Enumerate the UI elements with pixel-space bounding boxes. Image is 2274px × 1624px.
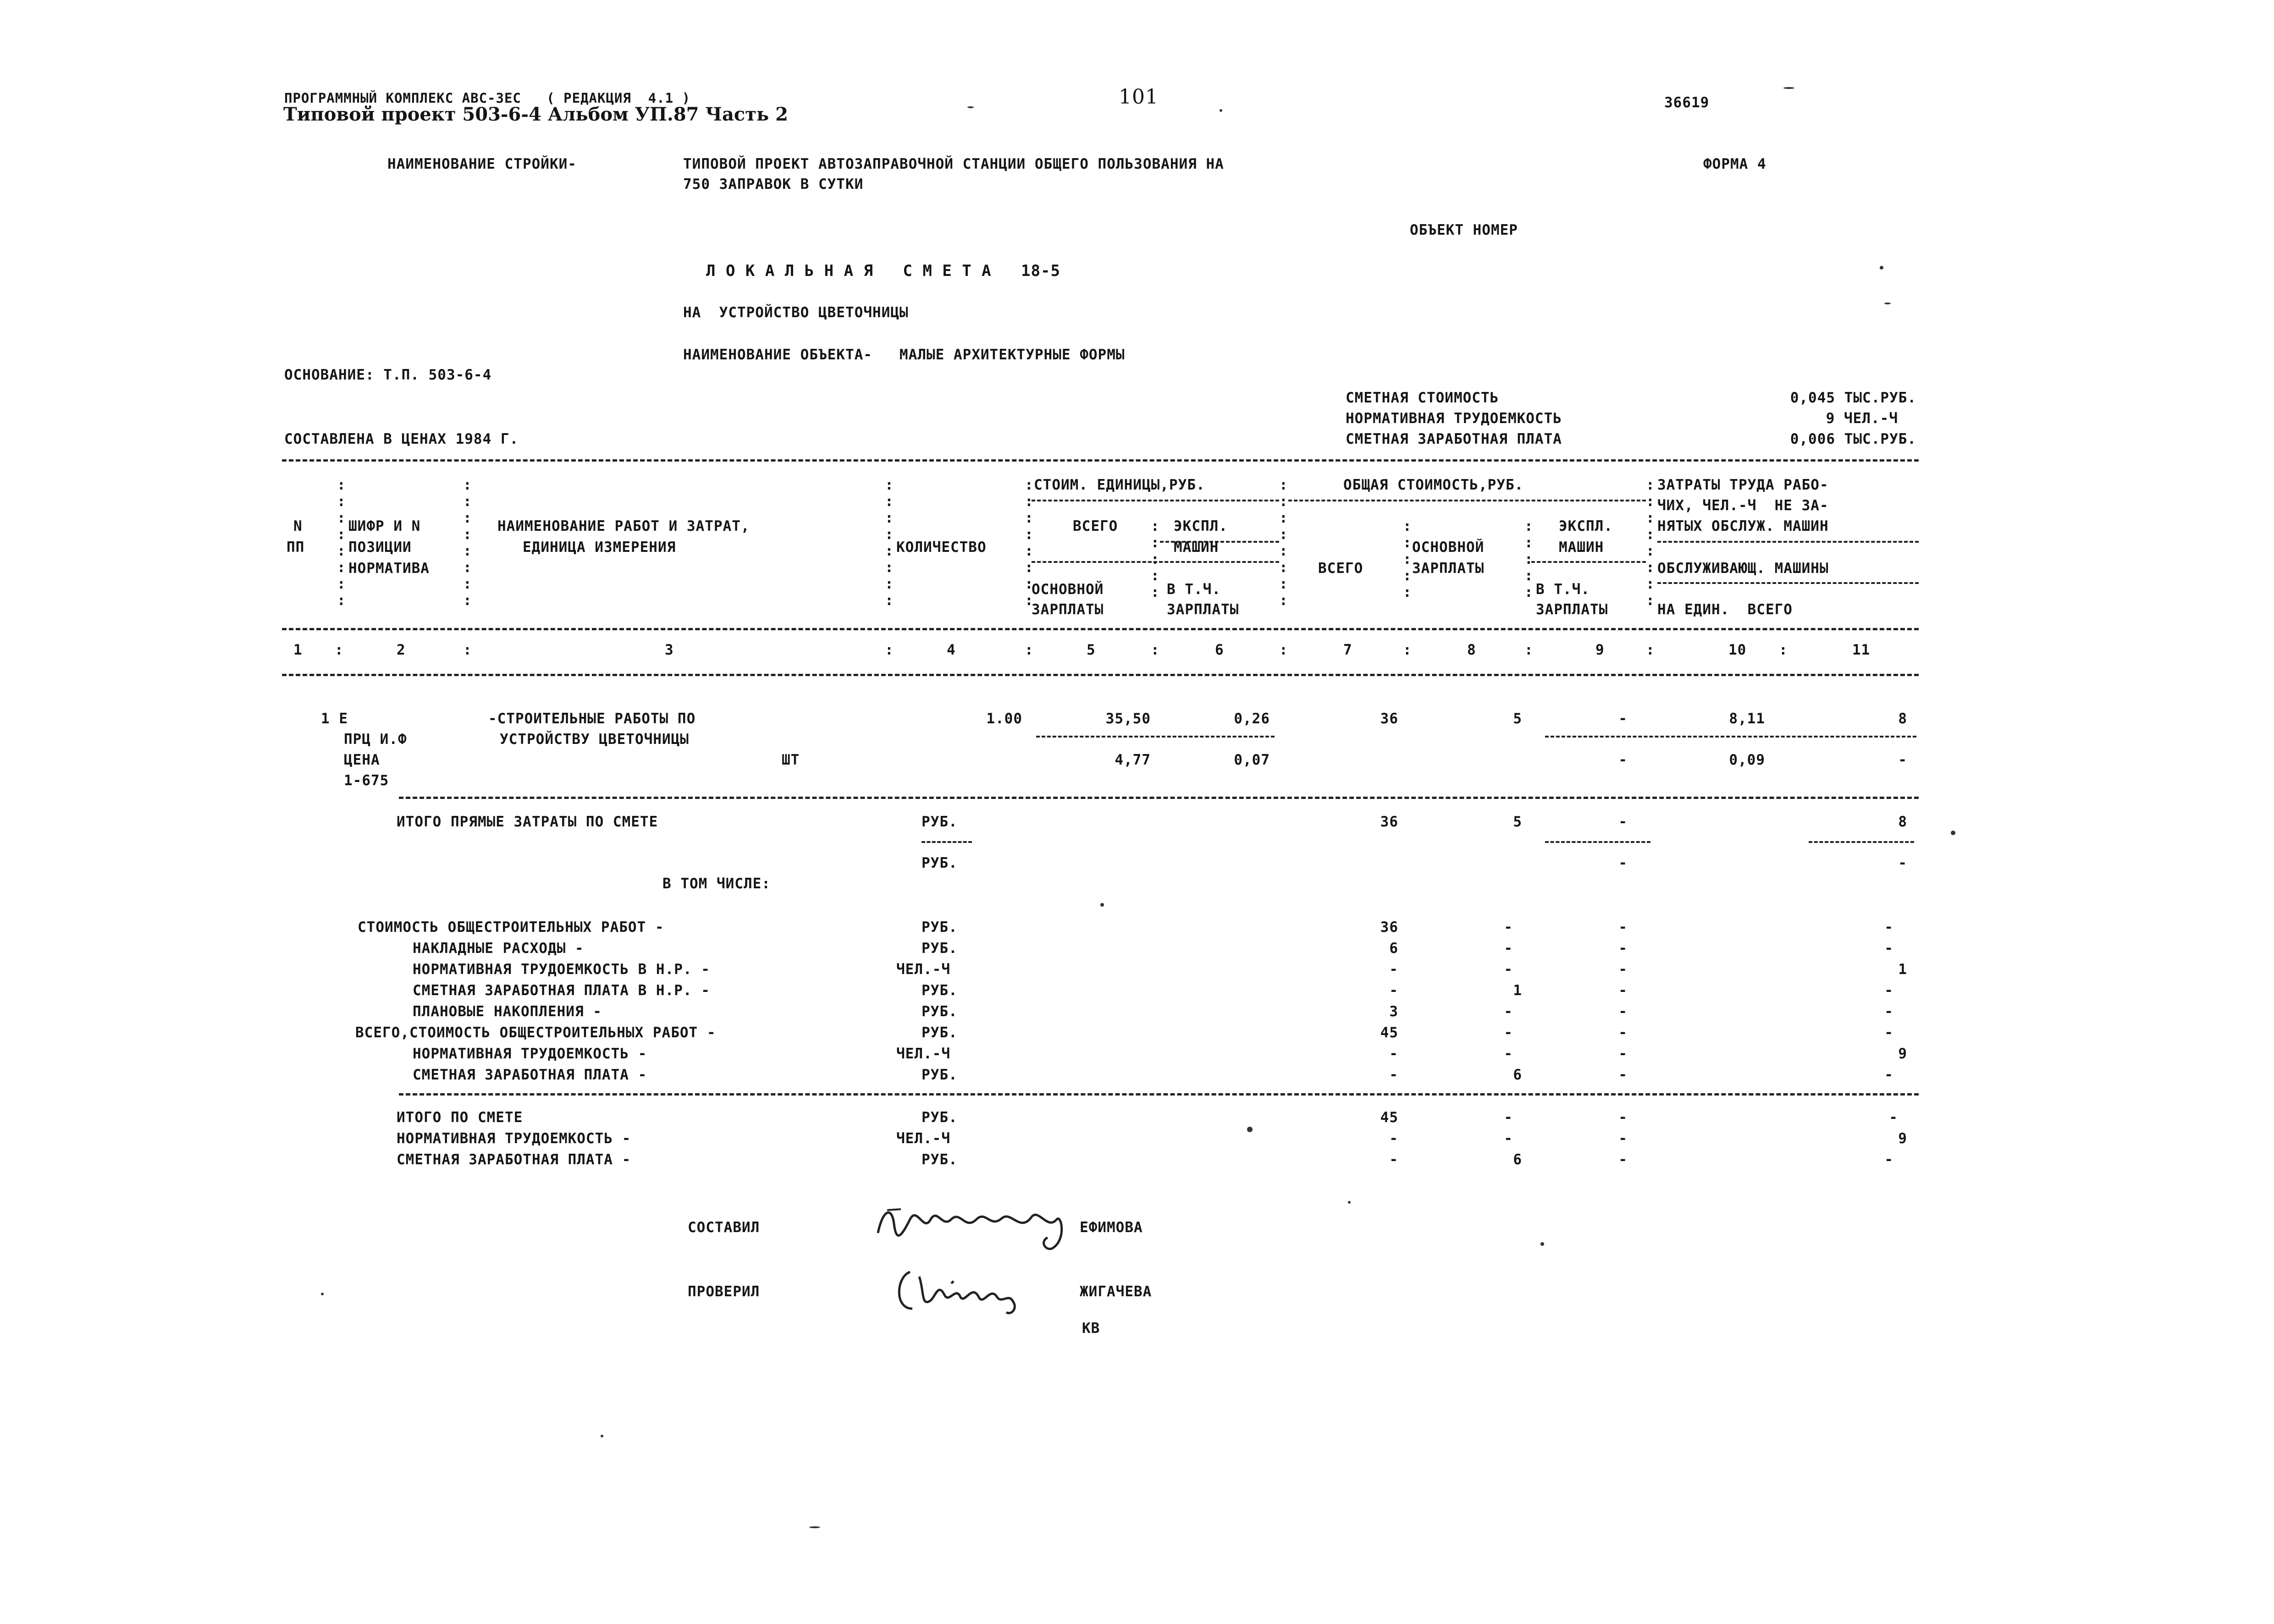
final-label: ИТОГО ПО СМЕТЕ xyxy=(397,1109,523,1126)
item-unit-mach: 0,26 xyxy=(1234,710,1270,727)
breakdown-base: - xyxy=(1504,919,1513,936)
breakdown-base: - xyxy=(1504,961,1513,978)
direct-label: ИТОГО ПРЯМЫЕ ЗАТРАТЫ ПО СМЕТЕ xyxy=(397,814,658,830)
breakdown-label: НОРМАТИВНАЯ ТРУДОЕМКОСТЬ В Н.Р. - xyxy=(413,961,710,978)
header-code-3: НОРМАТИВА xyxy=(348,560,430,577)
breakdown-unit: РУБ. xyxy=(922,940,958,957)
breakdown-mach: - xyxy=(1618,940,1628,957)
checked-name: ЖИГАЧЕВА xyxy=(1080,1283,1152,1300)
direct-subrule-2 xyxy=(1545,841,1650,843)
final-labor: 9 xyxy=(1898,1130,1907,1147)
breakdown-label: ВСЕГО,СТОИМОСТЬ ОБЩЕСТРОИТЕЛЬНЫХ РАБОТ - xyxy=(355,1024,716,1041)
direct-unit: РУБ. xyxy=(922,814,958,830)
breakdown-labor: 9 xyxy=(1898,1046,1907,1062)
header-code-1: ШИФР И N xyxy=(348,518,421,534)
breakdown-label: НОРМАТИВНАЯ ТРУДОЕМКОСТЬ - xyxy=(413,1046,647,1062)
breakdown-label: СМЕТНАЯ ЗАРАБОТНАЯ ПЛАТА - xyxy=(413,1067,647,1083)
header-labor-2: ЧИХ, ЧЕЛ.-Ч НЕ ЗА- xyxy=(1657,497,1829,514)
direct-mach: - xyxy=(1618,814,1628,830)
breakdown-base: - xyxy=(1504,1003,1513,1020)
final-mach: - xyxy=(1618,1151,1628,1168)
final-base: - xyxy=(1504,1130,1513,1147)
program-line: ПРОГРАММНЫЙ КОМПЛЕКС АВС-ЗЕС ( РЕДАКЦИЯ 4.1 ) xyxy=(284,90,691,106)
unit-cost-subrule xyxy=(1032,500,1279,501)
composed-label: СОСТАВИЛ xyxy=(688,1219,760,1236)
breakdown-total: - xyxy=(1389,1067,1398,1083)
breakdown-labor: - xyxy=(1884,919,1893,936)
header-name-1: НАИМЕНОВАНИЕ РАБОТ И ЗАТРАТ, xyxy=(497,518,750,534)
final-total: - xyxy=(1389,1151,1398,1168)
direct-subrule-3 xyxy=(1809,841,1914,843)
summary-labor-value: 9 ЧЕЛ.-Ч xyxy=(1826,410,1898,427)
breakdown-labor: - xyxy=(1884,940,1893,957)
checker-initials: КВ xyxy=(1082,1320,1100,1337)
item-total-rule xyxy=(1545,736,1916,738)
direct-unit-2: РУБ. xyxy=(922,855,958,871)
direct-subrule-1 xyxy=(922,841,972,843)
header-total-base-2: ЗАРПЛАТЫ xyxy=(1412,560,1485,577)
direct-labor: 8 xyxy=(1898,814,1907,830)
item-labor-total-2: - xyxy=(1898,752,1907,768)
header-total-cost: ОБЩАЯ СТОИМОСТЬ,РУБ. xyxy=(1343,477,1524,493)
construction-label: НАИМЕНОВАНИЕ СТРОЙКИ- xyxy=(387,156,577,172)
colnum: 10 xyxy=(1728,642,1747,658)
final-total: - xyxy=(1389,1130,1398,1147)
breakdown-unit: ЧЕЛ.-Ч xyxy=(896,1046,950,1062)
header-total-incl: В Т.Ч. xyxy=(1536,581,1590,598)
breakdown-mach: - xyxy=(1618,982,1628,999)
checker-signature xyxy=(892,1258,1043,1322)
table-colnum-rule xyxy=(282,674,1919,676)
item-total-mach: - xyxy=(1618,710,1628,727)
checked-label: ПРОВЕРИЛ xyxy=(688,1283,760,1300)
header-unit-base-2: ЗАРПЛАТЫ xyxy=(1032,601,1104,618)
item-total-mach-wage: - xyxy=(1618,752,1628,768)
breakdown-labor: - xyxy=(1884,1067,1893,1083)
final-labor: - xyxy=(1889,1109,1898,1126)
item-code-3: 1-675 xyxy=(344,772,389,789)
summary-cost-value: 0,045 ТЫС.РУБ. xyxy=(1790,390,1916,406)
item-labor-unit-2: 0,09 xyxy=(1729,752,1765,768)
summary-wage-value: 0,006 ТЫС.РУБ. xyxy=(1790,431,1916,447)
header-total-mach-1: ЭКСПЛ. xyxy=(1559,518,1613,534)
header-unit-incl: В Т.Ч. xyxy=(1167,581,1221,598)
item-labor-unit: 8,11 xyxy=(1729,710,1765,727)
typical-project: Типовой проект 503-6-4 Альбом УП.87 Часть 2 xyxy=(283,104,788,125)
header-total-wage: ЗАРПЛАТЫ xyxy=(1536,601,1608,618)
final-unit: РУБ. xyxy=(922,1109,958,1126)
breakdown-label: ПЛАНОВЫЕ НАКОПЛЕНИЯ - xyxy=(413,1003,602,1020)
summary-labor-label: НОРМАТИВНАЯ ТРУДОЕМКОСТЬ xyxy=(1346,410,1562,427)
prices-year: СОСТАВЛЕНА В ЦЕНАХ 1984 Г. xyxy=(284,431,519,447)
final-labor: - xyxy=(1884,1151,1893,1168)
object-name: НАИМЕНОВАНИЕ ОБЪЕКТА- МАЛЫЕ АРХИТЕКТУРНЫЕ ФОРМЫ xyxy=(683,347,1125,363)
object-number: ОБЪЕКТ НОМЕР xyxy=(1410,222,1518,238)
header-unit-all: ВСЕГО xyxy=(1073,518,1118,534)
breakdown-mach: - xyxy=(1618,1003,1628,1020)
item-labor-total: 8 xyxy=(1898,710,1907,727)
final-label: НОРМАТИВНАЯ ТРУДОЕМКОСТЬ - xyxy=(397,1130,631,1147)
breakdown-unit: РУБ. xyxy=(922,1003,958,1020)
header-qty: КОЛИЧЕСТВО xyxy=(896,539,987,556)
item-unit-mach-wage: 0,07 xyxy=(1234,752,1270,768)
breakdown-label: НАКЛАДНЫЕ РАСХОДЫ - xyxy=(413,940,584,957)
colnum: 9 xyxy=(1595,642,1605,658)
final-unit: РУБ. xyxy=(922,1151,958,1168)
summary-wage-label: СМЕТНАЯ ЗАРАБОТНАЯ ПЛАТА xyxy=(1346,431,1562,447)
colnum: 5 xyxy=(1087,642,1096,658)
form-label: ФОРМА 4 xyxy=(1703,156,1766,172)
colnum: 11 xyxy=(1852,642,1871,658)
direct-total: 36 xyxy=(1380,814,1398,830)
header-total-all: ВСЕГО xyxy=(1318,560,1363,577)
table-top-rule xyxy=(282,459,1919,462)
final-mach: - xyxy=(1618,1109,1628,1126)
final-label: СМЕТНАЯ ЗАРАБОТНАЯ ПЛАТА - xyxy=(397,1151,631,1168)
breakdown-unit: ЧЕЛ.-Ч xyxy=(896,961,950,978)
header-unit-mach-2: МАШИН xyxy=(1174,539,1219,556)
breakdown-base: 6 xyxy=(1513,1067,1522,1083)
item-total-base: 5 xyxy=(1513,710,1522,727)
breakdown-total: - xyxy=(1389,961,1398,978)
labor-subrule xyxy=(1657,541,1919,543)
item-unit-total: 35,50 xyxy=(1105,710,1151,727)
breakdown-mach: - xyxy=(1618,961,1628,978)
including-label: В ТОМ ЧИСЛЕ: xyxy=(662,875,771,892)
composer-signature xyxy=(873,1192,1084,1256)
final-base: - xyxy=(1504,1109,1513,1126)
direct-rule xyxy=(399,797,1919,799)
direct-base: 5 xyxy=(1513,814,1522,830)
item-num: 1 Е xyxy=(321,710,348,727)
breakdown-mach: - xyxy=(1618,1024,1628,1041)
header-total-mach-2: МАШИН xyxy=(1559,539,1604,556)
colnum: 1 xyxy=(293,642,303,658)
breakdown-total: 36 xyxy=(1380,919,1398,936)
header-unit-wage: ЗАРПЛАТЫ xyxy=(1167,601,1239,618)
estimate-title: Л О К А Л Ь Н А Я С М Е Т А 18-5 xyxy=(706,262,1060,280)
item-code-1: ПРЦ И.Ф xyxy=(344,731,407,748)
final-base: 6 xyxy=(1513,1151,1522,1168)
colnum: 3 xyxy=(665,642,674,658)
summary-cost-label: СМЕТНАЯ СТОИМОСТЬ xyxy=(1346,390,1499,406)
document-number: 36619 xyxy=(1664,94,1710,111)
item-unit-rule xyxy=(1036,736,1275,738)
breakdown-mach: - xyxy=(1618,1046,1628,1062)
colnum: 6 xyxy=(1215,642,1224,658)
breakdown-total: 45 xyxy=(1380,1024,1398,1041)
breakdown-base: - xyxy=(1504,1046,1513,1062)
item-unit-base: 4,77 xyxy=(1115,752,1151,768)
header-num: N xyxy=(293,518,303,534)
breakdown-unit: РУБ. xyxy=(922,1067,958,1083)
final-rule xyxy=(399,1093,1919,1096)
table-header-rule xyxy=(282,628,1919,630)
breakdown-total: 6 xyxy=(1389,940,1398,957)
breakdown-labor: - xyxy=(1884,982,1893,999)
header-name-2: ЕДИНИЦА ИЗМЕРЕНИЯ xyxy=(523,539,676,556)
header-labor-5: НА ЕДИН. ВСЕГО xyxy=(1657,601,1793,618)
basis: ОСНОВАНИЕ: Т.П. 503-6-4 xyxy=(284,367,492,383)
breakdown-labor: 1 xyxy=(1898,961,1907,978)
colnum: 7 xyxy=(1343,642,1352,658)
header-labor-4: ОБСЛУЖИВАЮЩ. МАШИНЫ xyxy=(1657,560,1829,577)
estimate-subject: НА УСТРОЙСТВО ЦВЕТОЧНИЦЫ xyxy=(683,304,909,321)
final-unit: ЧЕЛ.-Ч xyxy=(896,1130,950,1147)
construction-line-1: ТИПОВОЙ ПРОЕКТ АВТОЗАПРАВОЧНОЙ СТАНЦИИ ОБЩЕГО ПОЛЬЗОВАНИЯ НА xyxy=(683,156,1224,172)
breakdown-unit: РУБ. xyxy=(922,982,958,999)
breakdown-base: - xyxy=(1504,940,1513,957)
breakdown-unit: РУБ. xyxy=(922,919,958,936)
composed-name: ЕФИМОВА xyxy=(1080,1219,1143,1236)
header-code-2: ПОЗИЦИИ xyxy=(348,539,412,556)
colnum: 8 xyxy=(1467,642,1476,658)
breakdown-label: СМЕТНАЯ ЗАРАБОТНАЯ ПЛАТА В Н.Р. - xyxy=(413,982,710,999)
item-total: 36 xyxy=(1380,710,1398,727)
breakdown-base: - xyxy=(1504,1024,1513,1041)
header-unit-mach-1: ЭКСПЛ. xyxy=(1174,518,1228,534)
item-name-2: УСТРОЙСТВУ ЦВЕТОЧНИЦЫ xyxy=(500,731,689,748)
labor-subrule-2 xyxy=(1657,582,1919,584)
colnum: 2 xyxy=(397,642,406,658)
final-mach: - xyxy=(1618,1130,1628,1147)
breakdown-base: 1 xyxy=(1513,982,1522,999)
breakdown-mach: - xyxy=(1618,919,1628,936)
header-labor-3: НЯТЫХ ОБСЛУЖ. МАШИН xyxy=(1657,518,1829,534)
direct-labor-2: - xyxy=(1898,855,1907,871)
item-name-1: -СТРОИТЕЛЬНЫЕ РАБОТЫ ПО xyxy=(488,710,696,727)
breakdown-labor: - xyxy=(1884,1024,1893,1041)
header-total-base-1: ОСНОВНОЙ xyxy=(1412,539,1485,556)
breakdown-mach: - xyxy=(1618,1067,1628,1083)
header-pp: ПП xyxy=(287,539,305,556)
item-unit: ШТ xyxy=(782,752,800,768)
breakdown-total: - xyxy=(1389,982,1398,999)
item-qty: 1.00 xyxy=(986,710,1022,727)
unit-cost-subrule-2 xyxy=(1032,561,1279,563)
direct-mach-2: - xyxy=(1618,855,1628,871)
colnum: 4 xyxy=(947,642,956,658)
header-unit-base-1: ОСНОВНОЙ xyxy=(1032,581,1104,598)
item-code-2: ЦЕНА xyxy=(344,752,380,768)
breakdown-labor: - xyxy=(1884,1003,1893,1020)
header-unit-cost: СТОИМ. ЕДИНИЦЫ,РУБ. xyxy=(1034,477,1205,493)
construction-line-2: 750 ЗАПРАВОК В СУТКИ xyxy=(683,176,864,193)
breakdown-total: - xyxy=(1389,1046,1398,1062)
total-cost-subrule xyxy=(1288,500,1646,501)
page-number: 101 xyxy=(1119,85,1159,109)
breakdown-unit: РУБ. xyxy=(922,1024,958,1041)
final-total: 45 xyxy=(1380,1109,1398,1126)
breakdown-label: СТОИМОСТЬ ОБЩЕСТРОИТЕЛЬНЫХ РАБОТ - xyxy=(358,919,664,936)
header-labor-1: ЗАТРАТЫ ТРУДА РАБО- xyxy=(1657,477,1829,493)
mach-subrule xyxy=(1531,561,1646,563)
breakdown-total: 3 xyxy=(1389,1003,1398,1020)
